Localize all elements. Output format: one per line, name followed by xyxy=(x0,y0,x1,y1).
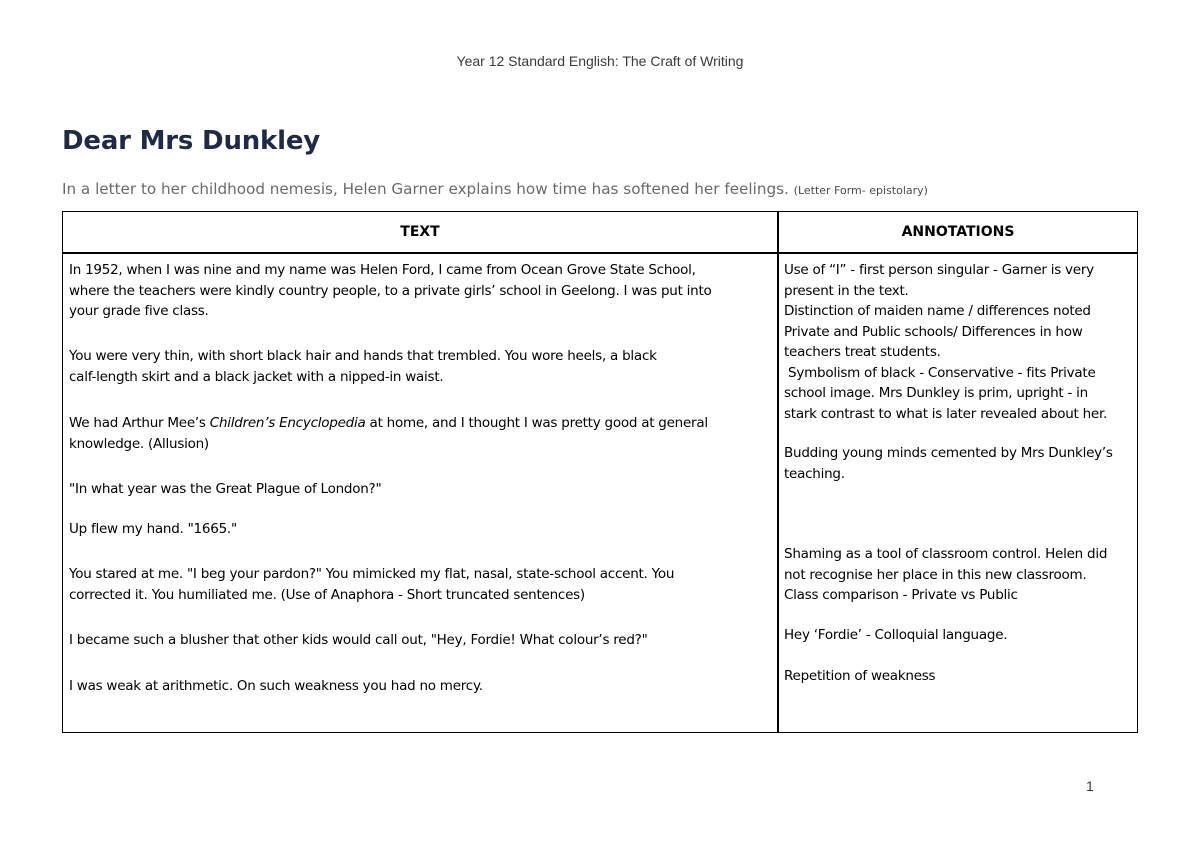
page-number: 1 xyxy=(1086,778,1094,794)
annotation-line: teaching. xyxy=(784,465,845,482)
annotation-line: present in the text. xyxy=(784,282,909,299)
text-line: Up flew my hand. "1665." xyxy=(69,521,237,537)
annotation-line: Shaming as a tool of classroom control. Helen did xyxy=(784,546,1108,562)
column-divider xyxy=(777,212,779,732)
text-line: You were very thin, with short black hair and hands that trembled. You wore heels, a black xyxy=(69,348,657,364)
header-divider xyxy=(63,252,1137,254)
text-line: corrected it. You humiliated me. (Use of Anaphora - Short truncated sentences) xyxy=(69,586,585,603)
annotation-table xyxy=(62,211,1138,733)
annotation-line: Use of “I” - first person singular - Garner is very xyxy=(784,262,1094,278)
page-subtitle xyxy=(62,180,1142,198)
annotation-line: Budding young minds cemented by Mrs Dunkley’s xyxy=(784,445,1113,461)
book-title: Children’s Encyclopedia xyxy=(209,415,366,431)
text-fragment: We had Arthur Mee’s xyxy=(69,415,210,431)
form-note: (Letter Form- epistolary) xyxy=(793,184,928,197)
annotation-line: stark contrast to what is later revealed about her. xyxy=(784,405,1108,422)
text-line: your grade five class. xyxy=(69,303,209,319)
column-header-annotations: ANNOTATIONS xyxy=(901,224,1015,240)
text-line: You stared at me. "I beg your pardon?" You mimicked my flat, nasal, state-school accent. You xyxy=(69,566,675,582)
column-header-text: TEXT xyxy=(400,224,440,240)
annotation-line: teachers treat students. xyxy=(784,344,941,360)
text-line xyxy=(69,413,769,434)
text-line: I became such a blusher that other kids would call out, "Hey, Fordie! What colour’s red?" xyxy=(69,632,648,648)
text-line: where the teachers were kindly country people, to a private girls’ school in Geelong. I was put into xyxy=(69,282,712,299)
text-fragment: at home, and I thought I was pretty good at general xyxy=(365,415,708,431)
text-line: calf-length skirt and a black jacket with a nipped-in waist. xyxy=(69,368,444,385)
text-line: In 1952, when I was nine and my name was Helen Ford, I came from Ocean Grove State School, xyxy=(69,262,696,278)
text-line: I was weak at arithmetic. On such weakness you had no mercy. xyxy=(69,678,483,694)
text-line: knowledge. (Allusion) xyxy=(69,435,209,452)
annotation-line: Hey ‘Fordie’ - Colloquial language. xyxy=(784,627,1008,643)
annotation-line: Class comparison - Private vs Public xyxy=(784,587,1018,603)
annotation-line: Symbolism of black - Conservative - fits Private xyxy=(784,364,1096,381)
text-line: "In what year was the Great Plague of London?" xyxy=(69,481,382,497)
annotation-line: Distinction of maiden name / differences noted xyxy=(784,303,1091,319)
annotation-line: not recognise her place in this new classroom. xyxy=(784,566,1087,583)
page-title: Dear Mrs Dunkley xyxy=(62,126,321,156)
running-header: Year 12 Standard English: The Craft of Writing xyxy=(456,53,744,69)
subtitle-text: In a letter to her childhood nemesis, Helen Garner explains how time has softened her feelings. xyxy=(62,180,789,198)
annotation-line: Repetition of weakness xyxy=(784,668,936,684)
annotation-line: school image. Mrs Dunkley is prim, upright - in xyxy=(784,385,1088,401)
annotation-line: Private and Public schools/ Differences in how xyxy=(784,323,1083,340)
